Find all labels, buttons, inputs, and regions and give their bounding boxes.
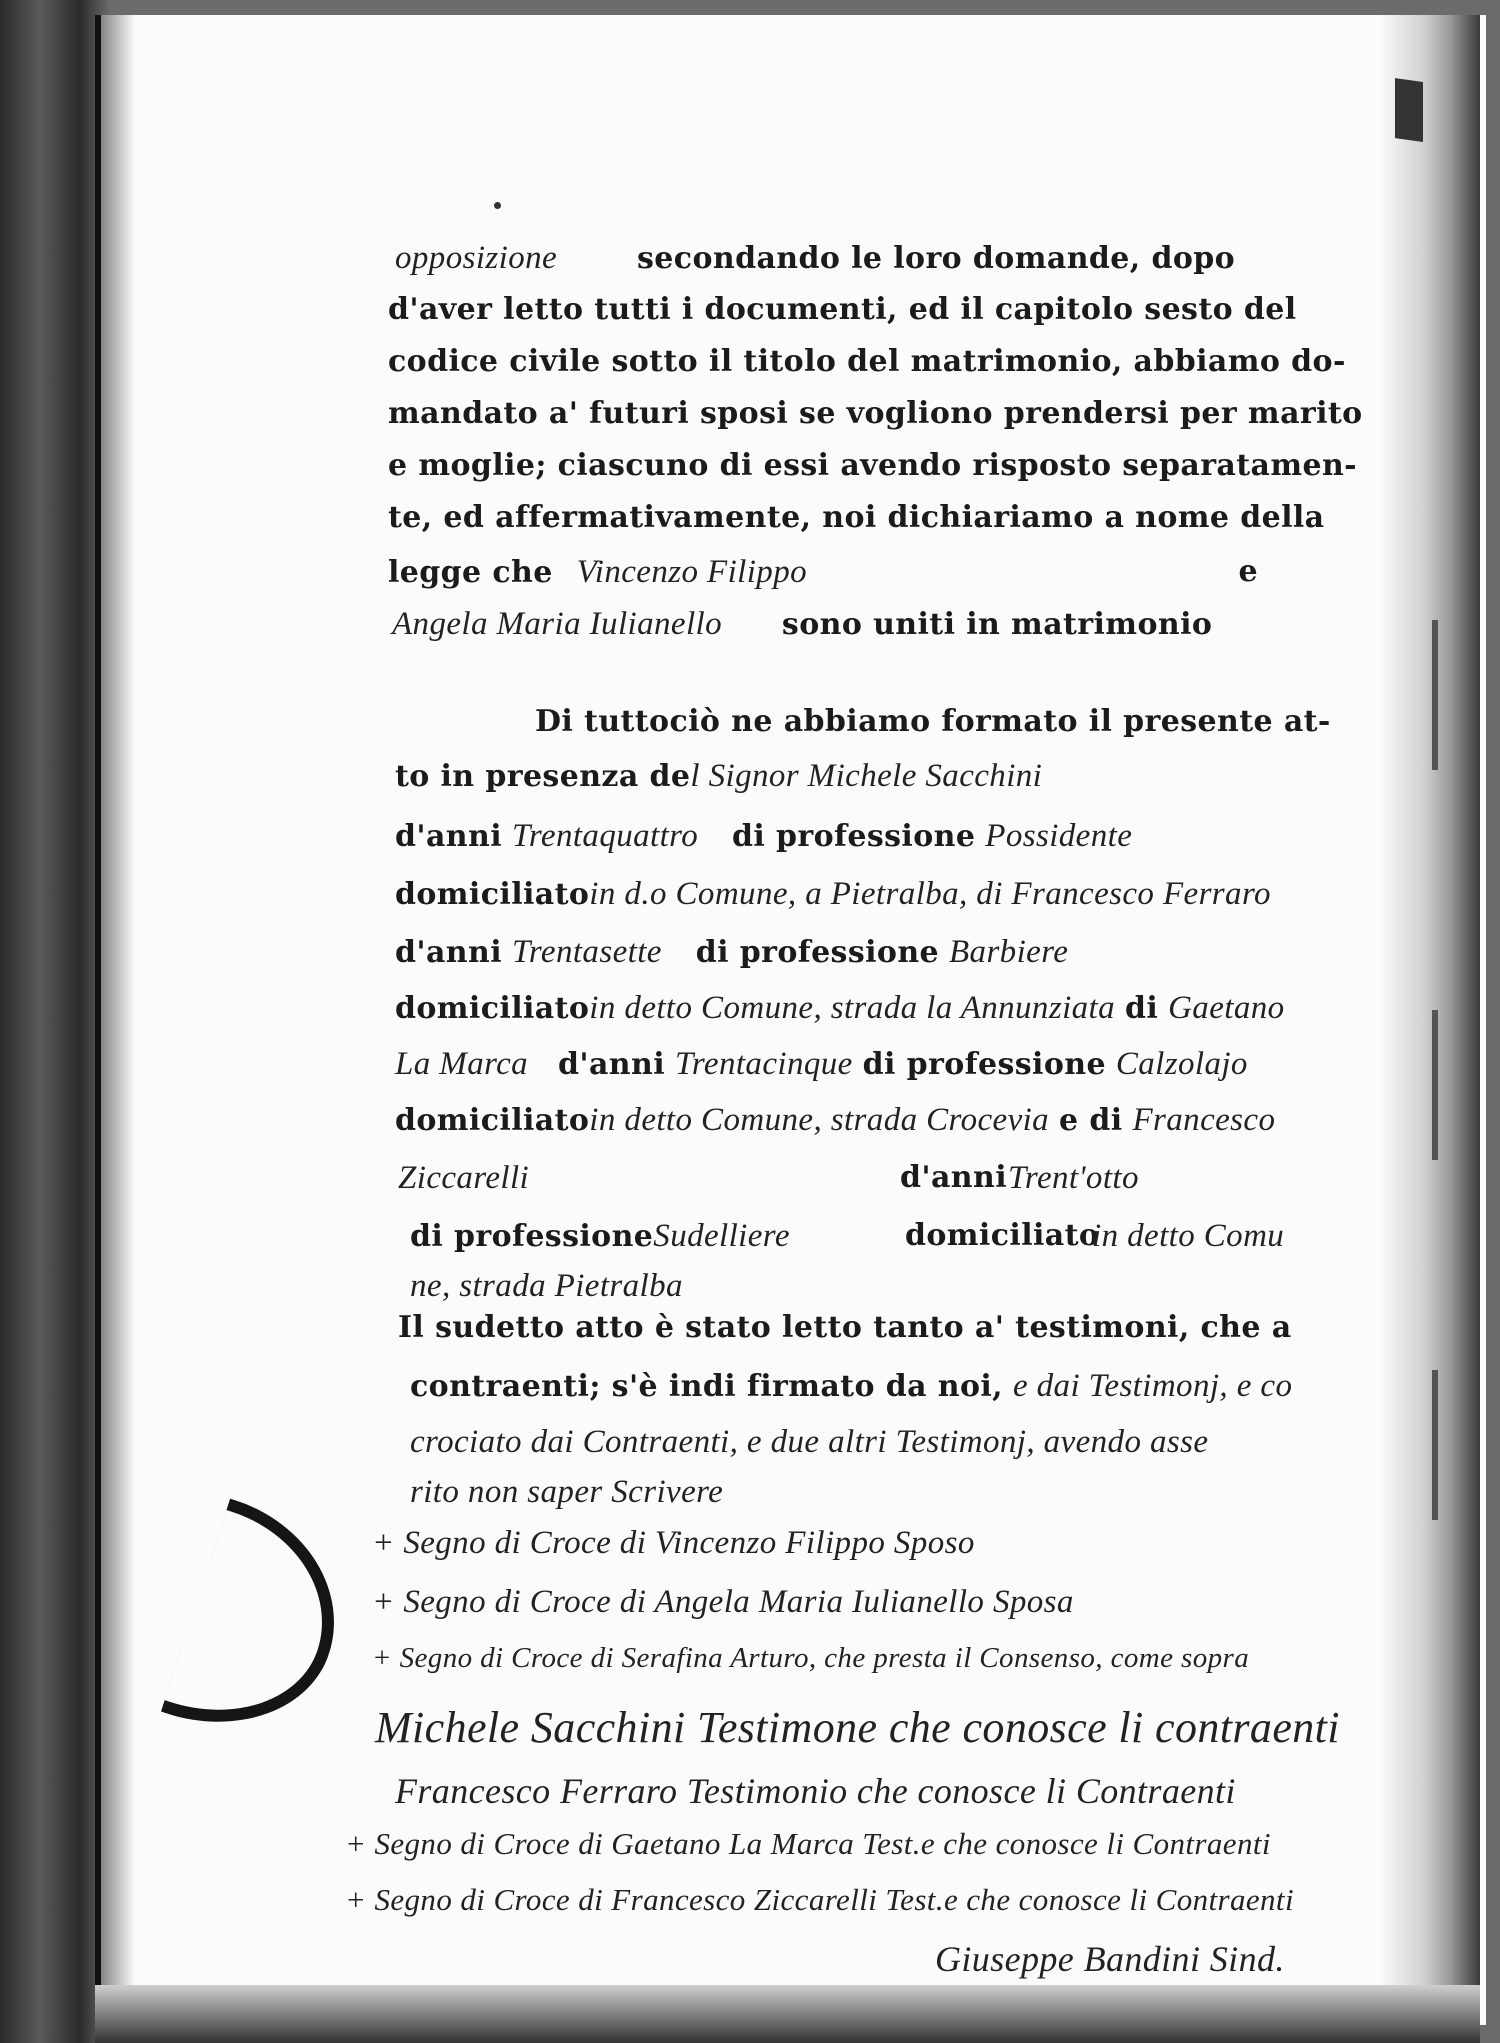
text-line-8 [392, 606, 1212, 643]
handwritten-entry: La Marca [395, 1046, 529, 1082]
handwritten-entry: Calzolajo [1115, 1046, 1248, 1082]
handwritten-entry: Trentasette [511, 934, 662, 970]
text-line-12 [395, 876, 1271, 913]
printed-text: domiciliato [395, 1103, 590, 1138]
page-edge [1380, 15, 1480, 2025]
printed-text: di professione [862, 1047, 1106, 1082]
signature-witness-4: + Segno di Croce di Francesco Ziccarelli Test.e che conosce li Contraenti [345, 1882, 1294, 1917]
text-line-21 [410, 1368, 1292, 1405]
binding-shadow [95, 15, 135, 2025]
binding-stitch [1432, 1010, 1438, 1160]
text-line-20: Il sudetto atto è stato letto tanto a' testimoni, che a [398, 1310, 1292, 1345]
text-line-1 [395, 240, 1235, 277]
groom-name: Vincenzo Filippo [576, 554, 807, 590]
printed-text: sono uniti in matrimonio [781, 607, 1213, 642]
text-line-7 [388, 554, 1258, 591]
binding-stitch [1432, 1370, 1438, 1520]
handwritten-entry: in detto Comune, strada Crocevia [589, 1102, 1050, 1138]
printed-text: domiciliato [905, 1218, 1100, 1253]
handwritten-entry: Gaetano [1168, 990, 1285, 1026]
text-line-16 [395, 1102, 1275, 1139]
printed-text: d'anni [395, 819, 503, 854]
handwritten-entry: opposizione [395, 240, 558, 276]
handwritten-entry: in detto Comune, strada la Annunziata [589, 990, 1116, 1026]
printed-text: di professione [732, 819, 976, 854]
printed-text: d'anni [395, 935, 503, 970]
page-bottom-edge [95, 1985, 1480, 2043]
signature-consent: + Segno di Croce di Serafina Arturo, che presta il Consenso, come sopra [372, 1642, 1250, 1674]
handwritten-entry: Barbiere [948, 934, 1069, 970]
handwritten-entry: Trent'otto [1008, 1160, 1139, 1196]
printed-text: di professione [410, 1219, 654, 1254]
signature-witness-2: Francesco Ferraro Testimonio che conosce li Contraenti [395, 1771, 1236, 1811]
printed-text: d'anni [900, 1160, 1008, 1195]
printed-text: legge che [388, 555, 553, 590]
printed-text: e di [1059, 1103, 1123, 1138]
text-line-5: e moglie; ciascuno di essi avendo risposto separatamen- [388, 448, 1358, 483]
binding-stitch [1432, 620, 1438, 770]
printed-text: contraenti; s'è indi firmato da noi, [410, 1369, 1004, 1404]
handwritten-entry: in detto Comu [1092, 1218, 1285, 1254]
text-line-15 [395, 1046, 1248, 1083]
signature-witness-3: + Segno di Croce di Gaetano La Marca Test.e che conosce li Contraenti [345, 1826, 1271, 1861]
bride-name: Angela Maria Iulianello [392, 606, 722, 642]
text-line-10 [395, 758, 1042, 795]
printed-text: d'anni [558, 1047, 666, 1082]
text-line-17 [398, 1160, 1139, 1197]
handwritten-entry: Trentaquattro [511, 818, 699, 854]
printed-text: secondando le loro domande, dopo [637, 241, 1236, 276]
witness-name: l Signor Michele Sacchini [690, 758, 1043, 794]
handwritten-entry: ne, strada Pietralba [410, 1268, 683, 1304]
ink-dot [494, 202, 501, 209]
text-line-14 [395, 990, 1285, 1027]
text-line-13 [395, 934, 1068, 971]
printed-text: to in presenza de [395, 759, 691, 794]
handwritten-entry: in d.o Comune, a Pietralba, di Francesco Ferraro [589, 876, 1271, 912]
text-line-6: te, ed affermativamente, noi dichiariamo a nome della [388, 500, 1325, 535]
handwritten-entry: Sudelliere [653, 1218, 790, 1254]
text-line-11 [395, 818, 1132, 855]
handwritten-entry: Trentacinque [674, 1046, 853, 1082]
page-tab-mark [1395, 78, 1423, 142]
text-line-2: d'aver letto tutti i documenti, ed il capitolo sesto del [388, 292, 1297, 327]
handwritten-entry: Ziccarelli [398, 1160, 530, 1196]
handwritten-entry: Francesco [1132, 1102, 1276, 1138]
printed-text: domiciliato [395, 877, 590, 912]
text-line-4: mandato a' futuri sposi se vogliono prendersi per marito [388, 396, 1363, 431]
printed-text: e [1238, 554, 1258, 589]
text-line-9: Di tuttociò ne abbiamo formato il presente at- [535, 704, 1331, 739]
text-line-22: crociato dai Contraenti, e due altri Testimonj, avendo asse [410, 1424, 1209, 1460]
handwritten-entry: e dai Testimonj, e co [1012, 1368, 1293, 1404]
signature-groom: + Segno di Croce di Vincenzo Filippo Sposo [372, 1525, 975, 1561]
printed-text: di professione [695, 935, 940, 970]
text-line-18 [410, 1218, 1285, 1255]
signature-mayor: Giuseppe Bandini Sind. [935, 1939, 1285, 1979]
printed-text: domiciliato [395, 991, 590, 1026]
signature-witness-1: Michele Sacchini Testimone che conosce li contraenti [375, 1703, 1340, 1752]
text-line-19 [410, 1268, 683, 1305]
text-line-23: rito non saper Scrivere [410, 1474, 724, 1510]
signature-bride: + Segno di Croce di Angela Maria Iulianello Sposa [372, 1584, 1074, 1620]
text-line-3: codice civile sotto il titolo del matrimonio, abbiamo do- [388, 344, 1346, 379]
printed-text: di [1124, 991, 1159, 1026]
handwritten-entry: Possidente [985, 818, 1133, 854]
